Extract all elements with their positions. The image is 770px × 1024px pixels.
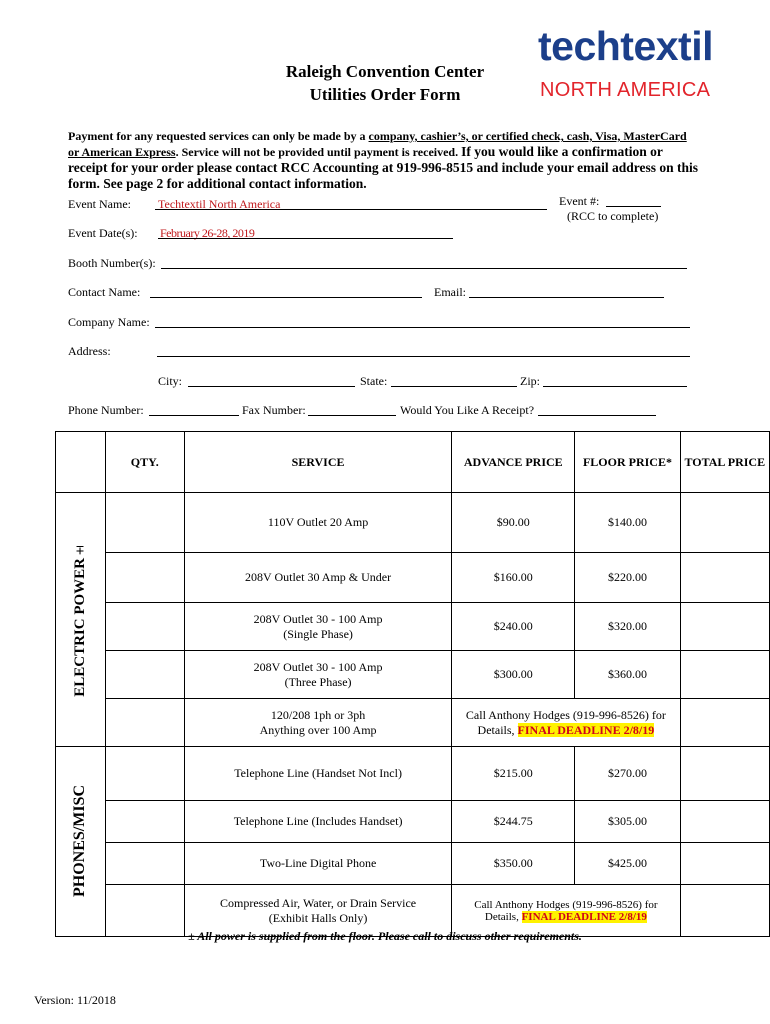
service-line-2: (Single Phase) <box>283 626 353 641</box>
address-label: Address: <box>68 344 111 358</box>
call-line-2 <box>452 911 679 923</box>
total-price-cell[interactable] <box>680 801 769 843</box>
total-price-cell[interactable] <box>680 603 769 651</box>
floor-price-cell: $425.00 <box>575 843 680 885</box>
service-cell: Telephone Line (Includes Handset) <box>184 801 451 843</box>
qty-cell[interactable] <box>105 493 184 553</box>
floor-price-cell: $140.00 <box>575 493 680 553</box>
service-cell: 110V Outlet 20 Amp <box>184 493 451 553</box>
table-row <box>56 699 770 747</box>
address-field[interactable] <box>157 356 690 357</box>
payment-instructions <box>68 128 700 192</box>
service-line-2: Anything over 100 Amp <box>259 722 377 737</box>
qty-cell[interactable] <box>105 553 184 603</box>
event-name-field[interactable] <box>155 209 547 210</box>
service-line-2: (Exhibit Halls Only) <box>268 910 368 925</box>
fax-number-label: Fax Number: <box>242 403 306 417</box>
event-name-label: Event Name: <box>68 197 131 211</box>
booth-number-field[interactable] <box>161 268 687 269</box>
company-name-label: Company Name: <box>68 315 150 329</box>
advance-price-cell: $90.00 <box>452 493 575 553</box>
event-number-note: (RCC to complete) <box>567 209 659 223</box>
event-dates-label: Event Date(s): <box>68 226 138 240</box>
state-field[interactable] <box>391 386 517 387</box>
email-field[interactable] <box>469 297 664 298</box>
table-row <box>56 553 770 603</box>
table-row <box>56 843 770 885</box>
floor-price-cell: $305.00 <box>575 801 680 843</box>
advance-price-cell: $350.00 <box>452 843 575 885</box>
qty-cell[interactable] <box>105 843 184 885</box>
event-number-field[interactable] <box>606 206 661 207</box>
event-dates-value[interactable]: February 26-28, 2019 <box>160 226 255 240</box>
final-deadline-badge: FINAL DEADLINE 2/8/19 <box>517 722 655 737</box>
service-line-1: 208V Outlet 30 - 100 Amp <box>253 659 383 674</box>
service-line-1: Compressed Air, Water, or Drain Service <box>220 895 417 910</box>
receipt-label: Would You Like A Receipt? <box>400 403 535 417</box>
service-cell: 208V Outlet 30 Amp & Under <box>184 553 451 603</box>
qty-cell[interactable] <box>105 801 184 843</box>
advance-price-cell: $300.00 <box>452 651 575 699</box>
table-row <box>56 603 770 651</box>
call-for-details-cell <box>452 699 680 747</box>
final-deadline-badge: FINAL DEADLINE 2/8/19 <box>521 910 647 923</box>
table-header-row <box>56 432 770 493</box>
service-line-2: (Three Phase) <box>284 674 352 689</box>
total-price-cell[interactable] <box>680 699 769 747</box>
phone-number-label: Phone Number: <box>68 403 144 417</box>
total-price-header: TOTAL PRICE <box>680 432 769 493</box>
logo-subtitle: NORTH AMERICA <box>540 79 711 101</box>
city-label: City: <box>158 374 183 388</box>
floor-price-cell: $320.00 <box>575 603 680 651</box>
call-details-text: Details, <box>477 722 518 737</box>
service-cell <box>184 603 451 651</box>
fax-number-field[interactable] <box>308 415 396 416</box>
advance-price-header: ADVANCE PRICE <box>452 432 575 493</box>
booth-number-label: Booth Number(s): <box>68 256 156 270</box>
event-dates-field[interactable] <box>158 238 453 239</box>
service-cell: Telephone Line (Handset Not Incl) <box>184 747 451 801</box>
phones-misc-section <box>56 747 106 937</box>
electric-power-label: ELECTRIC POWER± <box>71 542 88 697</box>
floor-price-cell: $270.00 <box>575 747 680 801</box>
contact-name-field[interactable] <box>150 297 422 298</box>
zip-label: Zip: <box>520 374 540 388</box>
contact-name-label: Contact Name: <box>68 285 141 299</box>
event-name-value[interactable]: Techtextil North America <box>158 197 281 211</box>
receipt-field[interactable] <box>538 415 656 416</box>
form-version: Version: 11/2018 <box>34 993 116 1007</box>
techtextil-logo: techtextil <box>538 23 713 69</box>
form-title <box>230 60 540 106</box>
intro-receipt-info: If you would like a confirmation or receipt for your order please contact RCC Accounting at 919-996-8515 and include your email address on this form. See page 2 for additional contact information. <box>68 144 698 191</box>
qty-cell[interactable] <box>105 603 184 651</box>
table-row <box>56 493 770 553</box>
service-cell <box>184 651 451 699</box>
phones-misc-label: PHONES/MISC <box>71 785 89 898</box>
total-price-cell[interactable] <box>680 553 769 603</box>
qty-cell[interactable] <box>105 747 184 801</box>
qty-cell[interactable] <box>105 699 184 747</box>
phone-number-field[interactable] <box>149 415 239 416</box>
advance-price-cell: $215.00 <box>452 747 575 801</box>
call-line-1: Call Anthony Hodges (919-996-8526) for <box>465 707 666 722</box>
advance-price-cell: $244.75 <box>452 801 575 843</box>
call-line-1: Call Anthony Hodges (919-996-8526) for <box>474 898 658 911</box>
total-price-cell[interactable] <box>680 493 769 553</box>
floor-price-header: FLOOR PRICE* <box>575 432 680 493</box>
total-price-cell[interactable] <box>680 843 769 885</box>
table-row <box>56 651 770 699</box>
total-price-cell[interactable] <box>680 651 769 699</box>
event-number-label: Event #: <box>559 194 600 208</box>
call-details-text: Details, <box>484 910 522 923</box>
qty-cell[interactable] <box>105 651 184 699</box>
zip-field[interactable] <box>543 386 687 387</box>
email-label: Email: <box>434 285 466 299</box>
service-cell <box>184 699 451 747</box>
city-field[interactable] <box>188 386 355 387</box>
table-row <box>56 801 770 843</box>
table-row <box>56 747 770 801</box>
total-price-cell[interactable] <box>680 747 769 801</box>
floor-price-cell: $360.00 <box>575 651 680 699</box>
service-line-1: 208V Outlet 30 - 100 Amp <box>253 611 383 626</box>
power-footnote: ± All power is supplied from the floor. Please call to discuss other requirements. <box>188 929 582 943</box>
service-header: SERVICE <box>184 432 451 493</box>
intro-payment-methods: company, cashier’s, or certified check, cash, Visa, MasterCard or American Express <box>68 129 687 159</box>
electric-power-section <box>56 493 106 747</box>
qty-header: QTY. <box>105 432 184 493</box>
utilities-order-table <box>55 431 770 937</box>
call-line-2 <box>452 723 679 738</box>
company-name-field[interactable] <box>155 327 690 328</box>
service-cell: Two-Line Digital Phone <box>184 843 451 885</box>
title-line-1: Raleigh Convention Center <box>285 62 485 81</box>
service-line-1: 120/208 1ph or 3ph <box>270 707 366 722</box>
intro-part-3: . Service will not be provided until payment is received. <box>175 145 462 159</box>
floor-price-cell: $220.00 <box>575 553 680 603</box>
title-line-2: Utilities Order Form <box>309 85 461 104</box>
intro-part-1: Payment for any requested services can only be made by a <box>68 129 369 143</box>
state-label: State: <box>360 374 388 388</box>
advance-price-cell: $240.00 <box>452 603 575 651</box>
advance-price-cell: $160.00 <box>452 553 575 603</box>
